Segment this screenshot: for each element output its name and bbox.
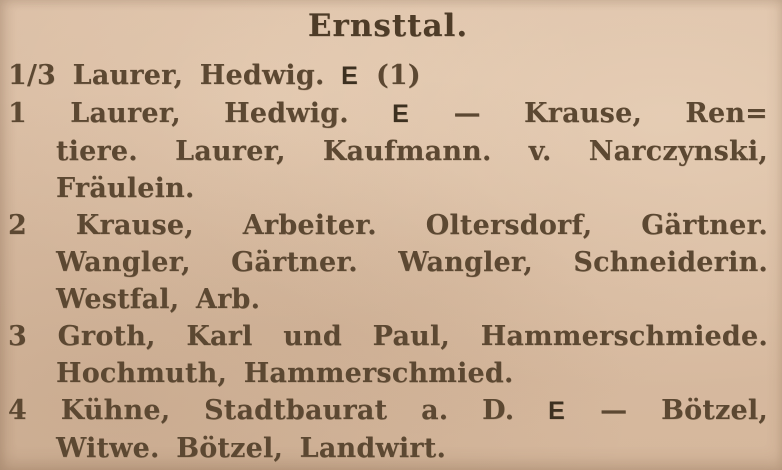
entry-line	[8, 281, 768, 318]
entry-line	[8, 244, 768, 281]
entry-text: Fräulein.	[56, 173, 195, 204]
directory-entry	[8, 318, 768, 392]
entry-text: — Bötzel,	[566, 395, 768, 426]
entry-line	[8, 355, 768, 392]
entry-text: Hochmuth, Hammerschmied.	[56, 358, 514, 389]
entry-text: Witwe. Bötzel, Landwirt.	[56, 433, 447, 464]
entry-line	[8, 207, 768, 244]
entry-line	[8, 133, 768, 170]
entry-text: 3 Groth, Karl und Paul, Hammerschmiede.	[8, 321, 768, 352]
directory-entry	[8, 95, 768, 207]
entry-text: (1)	[359, 60, 421, 91]
entry-line	[8, 392, 768, 430]
entry-text: — Krause, Ren=	[410, 98, 768, 129]
entry-text: 1 Laurer, Hedwig.	[8, 98, 393, 129]
owner-marker-E: E	[341, 62, 360, 90]
entry-text: 1/3 Laurer, Hedwig.	[8, 60, 342, 91]
directory-entry	[8, 207, 768, 318]
entry-line	[8, 430, 768, 467]
entry-text: tiere. Laurer, Kaufmann. v. Narczynski,	[56, 136, 768, 167]
entry-line	[8, 318, 768, 355]
entry-line	[8, 57, 768, 95]
entry-text: 2 Krause, Arbeiter. Oltersdorf, Gärtner.	[8, 210, 768, 241]
entry-line	[8, 95, 768, 133]
entries-list	[8, 57, 768, 467]
owner-marker-E: E	[548, 397, 567, 425]
entry-text: 4 Kühne, Stadtbaurat a. D.	[8, 395, 549, 426]
owner-marker-E: E	[392, 100, 411, 128]
directory-entry	[8, 57, 768, 95]
entry-text: Wangler, Gärtner. Wangler, Schneiderin.	[56, 247, 768, 278]
entry-text: Westfal, Arb.	[56, 284, 261, 315]
section-title: Ernsttal.	[307, 8, 469, 44]
entry-line	[8, 170, 768, 207]
directory-entry	[8, 392, 768, 467]
